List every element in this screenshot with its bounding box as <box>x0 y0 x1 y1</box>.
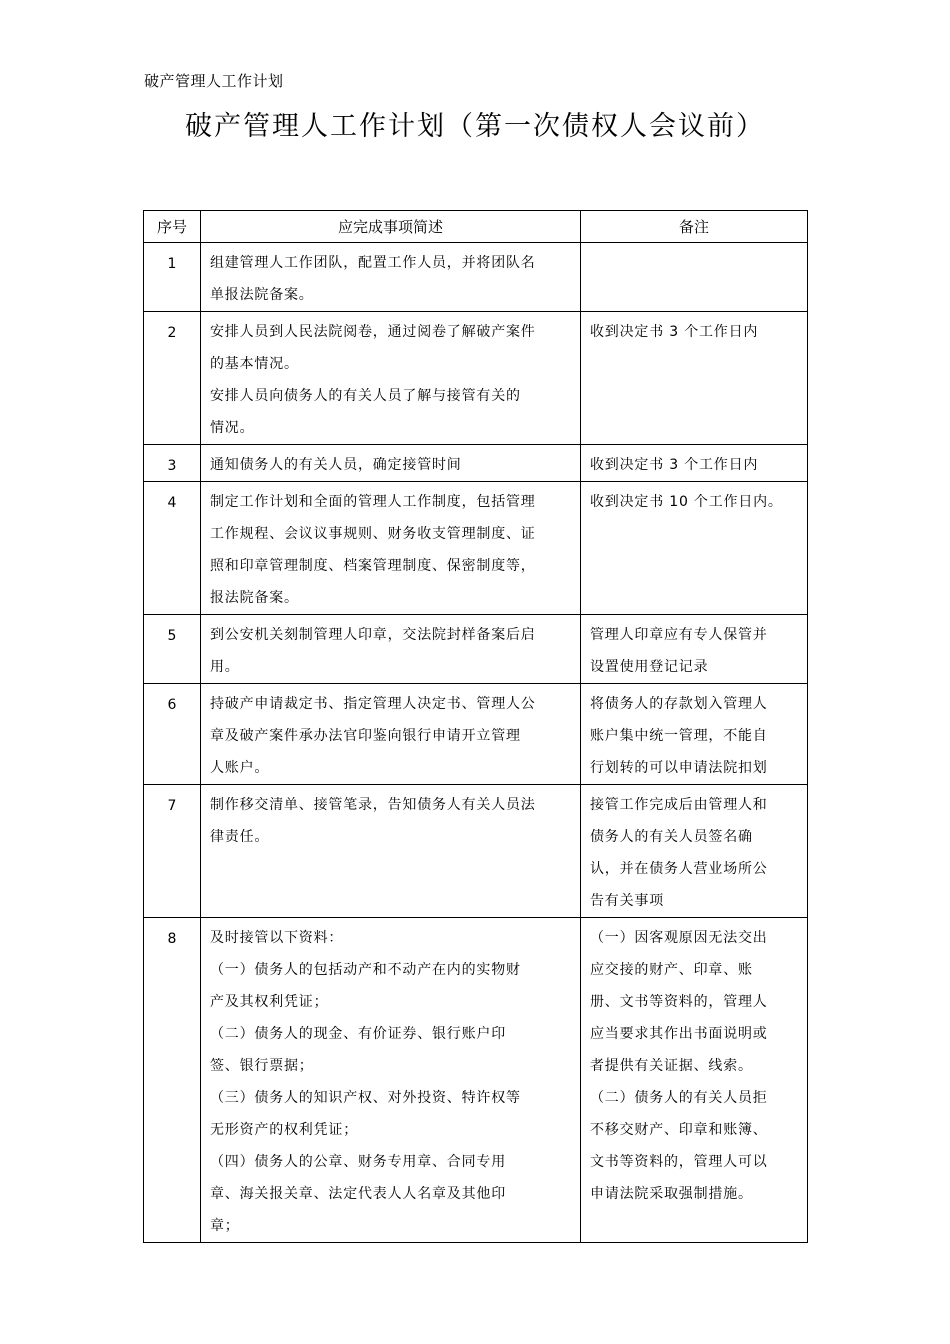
task-remarks-line: 账户集中统一管理，不能自 <box>590 728 768 744</box>
task-remarks-line: 应当要求其作出书面说明或 <box>590 1026 768 1042</box>
task-remarks-line: 收到决定书 3 个工作日内 <box>590 324 759 340</box>
table-row <box>144 615 808 684</box>
page-title: 破产管理人工作计划（第一次债权人会议前） <box>185 111 765 142</box>
task-description <box>201 482 581 615</box>
task-remarks-line: 文书等资料的，管理人可以 <box>590 1154 768 1170</box>
task-remarks <box>581 482 808 615</box>
task-remarks <box>581 785 808 918</box>
task-description-line: 安排人员向债务人的有关人员了解与接管有关的 <box>210 388 521 404</box>
task-remarks-line: （二）债务人的有关人员拒 <box>590 1090 768 1106</box>
task-description-line: 制定工作计划和全面的管理人工作制度，包括管理 <box>210 494 536 510</box>
task-description <box>201 243 581 312</box>
task-description-line: 用。 <box>210 659 240 675</box>
table-row <box>144 918 808 1243</box>
task-description-line: 章、海关报关章、法定代表人人名章及其他印 <box>210 1186 506 1202</box>
task-description-line: 照和印章管理制度、档案管理制度、保密制度等， <box>210 558 536 574</box>
task-remarks-line: 将债务人的存款划入管理人 <box>590 696 768 712</box>
row-number: 3 <box>144 445 201 482</box>
table-row <box>144 243 808 312</box>
task-description-line: 产及其权利凭证； <box>210 994 329 1010</box>
task-description-line: 通知债务人的有关人员，确定接管时间 <box>210 457 462 473</box>
task-description-line: 情况。 <box>210 420 255 436</box>
task-remarks <box>581 312 808 445</box>
task-remarks-line: （一）因客观原因无法交出 <box>590 930 768 946</box>
table-row <box>144 482 808 615</box>
task-description <box>201 445 581 482</box>
task-description <box>201 785 581 918</box>
task-description-line: 人账户。 <box>210 760 270 776</box>
task-remarks-line: 认，并在债务人营业场所公 <box>590 861 768 877</box>
header-description: 应完成事项简述 <box>201 211 581 243</box>
header-remarks: 备注 <box>581 211 808 243</box>
task-description-line: 报法院备案。 <box>210 590 299 606</box>
task-description-line: 律责任。 <box>210 829 270 845</box>
row-number: 5 <box>144 615 201 684</box>
task-remarks-line: 管理人印章应有专人保管并 <box>590 627 768 643</box>
work-plan-table <box>143 210 808 1243</box>
task-description-line: 的基本情况。 <box>210 356 299 372</box>
task-description-line: 工作规程、会议议事规则、财务收支管理制度、证 <box>210 526 536 542</box>
task-description-line: （四）债务人的公章、财务专用章、合同专用 <box>210 1154 506 1170</box>
task-remarks-line: 行划转的可以申请法院扣划 <box>590 760 768 776</box>
task-description-line: 持破产申请裁定书、指定管理人决定书、管理人公 <box>210 696 536 712</box>
task-remarks-line: 者提供有关证据、线索。 <box>590 1058 753 1074</box>
task-description-line: 单报法院备案。 <box>210 287 314 303</box>
task-description-line: 章； <box>210 1218 240 1234</box>
task-remarks-line: 告有关事项 <box>590 893 664 909</box>
task-remarks-line: 债务人的有关人员签名确 <box>590 829 753 845</box>
task-remarks-line: 收到决定书 3 个工作日内 <box>590 457 759 473</box>
table-row <box>144 312 808 445</box>
task-description-line: 签、银行票据； <box>210 1058 314 1074</box>
task-remarks-line: 接管工作完成后由管理人和 <box>590 797 768 813</box>
task-remarks <box>581 918 808 1243</box>
table-row <box>144 684 808 785</box>
task-description <box>201 312 581 445</box>
row-number: 1 <box>144 243 201 312</box>
task-description-line: （一）债务人的包括动产和不动产在内的实物财 <box>210 962 521 978</box>
row-number: 2 <box>144 312 201 445</box>
task-remarks <box>581 445 808 482</box>
table-header-row <box>144 211 808 243</box>
table-body <box>144 243 808 1243</box>
task-description <box>201 615 581 684</box>
task-remarks-line: 设置使用登记记录 <box>590 659 709 675</box>
table-row <box>144 445 808 482</box>
task-remarks <box>581 243 808 312</box>
task-remarks-line: 申请法院采取强制措施。 <box>590 1186 753 1202</box>
task-remarks-line: 册、文书等资料的，管理人 <box>590 994 768 1010</box>
task-remarks <box>581 615 808 684</box>
task-remarks-line: 收到决定书 10 个工作日内。 <box>590 494 783 510</box>
task-description-line: 及时接管以下资料： <box>210 930 344 946</box>
table-row <box>144 785 808 918</box>
task-description-line: 制作移交清单、接管笔录，告知债务人有关人员法 <box>210 797 536 813</box>
task-description <box>201 684 581 785</box>
header-note: 破产管理人工作计划 <box>144 72 284 90</box>
task-remarks-line: 应交接的财产、印章、账 <box>590 962 753 978</box>
header-number: 序号 <box>144 211 201 243</box>
task-remarks <box>581 684 808 785</box>
task-description-line: 组建管理人工作团队，配置工作人员，并将团队名 <box>210 255 536 271</box>
task-description-line: 无形资产的权利凭证； <box>210 1122 358 1138</box>
task-description-line: 安排人员到人民法院阅卷，通过阅卷了解破产案件 <box>210 324 536 340</box>
row-number: 7 <box>144 785 201 918</box>
row-number: 6 <box>144 684 201 785</box>
task-remarks-line: 不移交财产、印章和账簿、 <box>590 1122 768 1138</box>
task-description <box>201 918 581 1243</box>
task-description-line: 到公安机关刻制管理人印章，交法院封样备案后启 <box>210 627 536 643</box>
row-number: 8 <box>144 918 201 1243</box>
task-description-line: （三）债务人的知识产权、对外投资、特许权等 <box>210 1090 521 1106</box>
row-number: 4 <box>144 482 201 615</box>
task-description-line: 章及破产案件承办法官印鉴向银行申请开立管理 <box>210 728 521 744</box>
task-description-line: （二）债务人的现金、有价证券、银行账户印 <box>210 1026 506 1042</box>
